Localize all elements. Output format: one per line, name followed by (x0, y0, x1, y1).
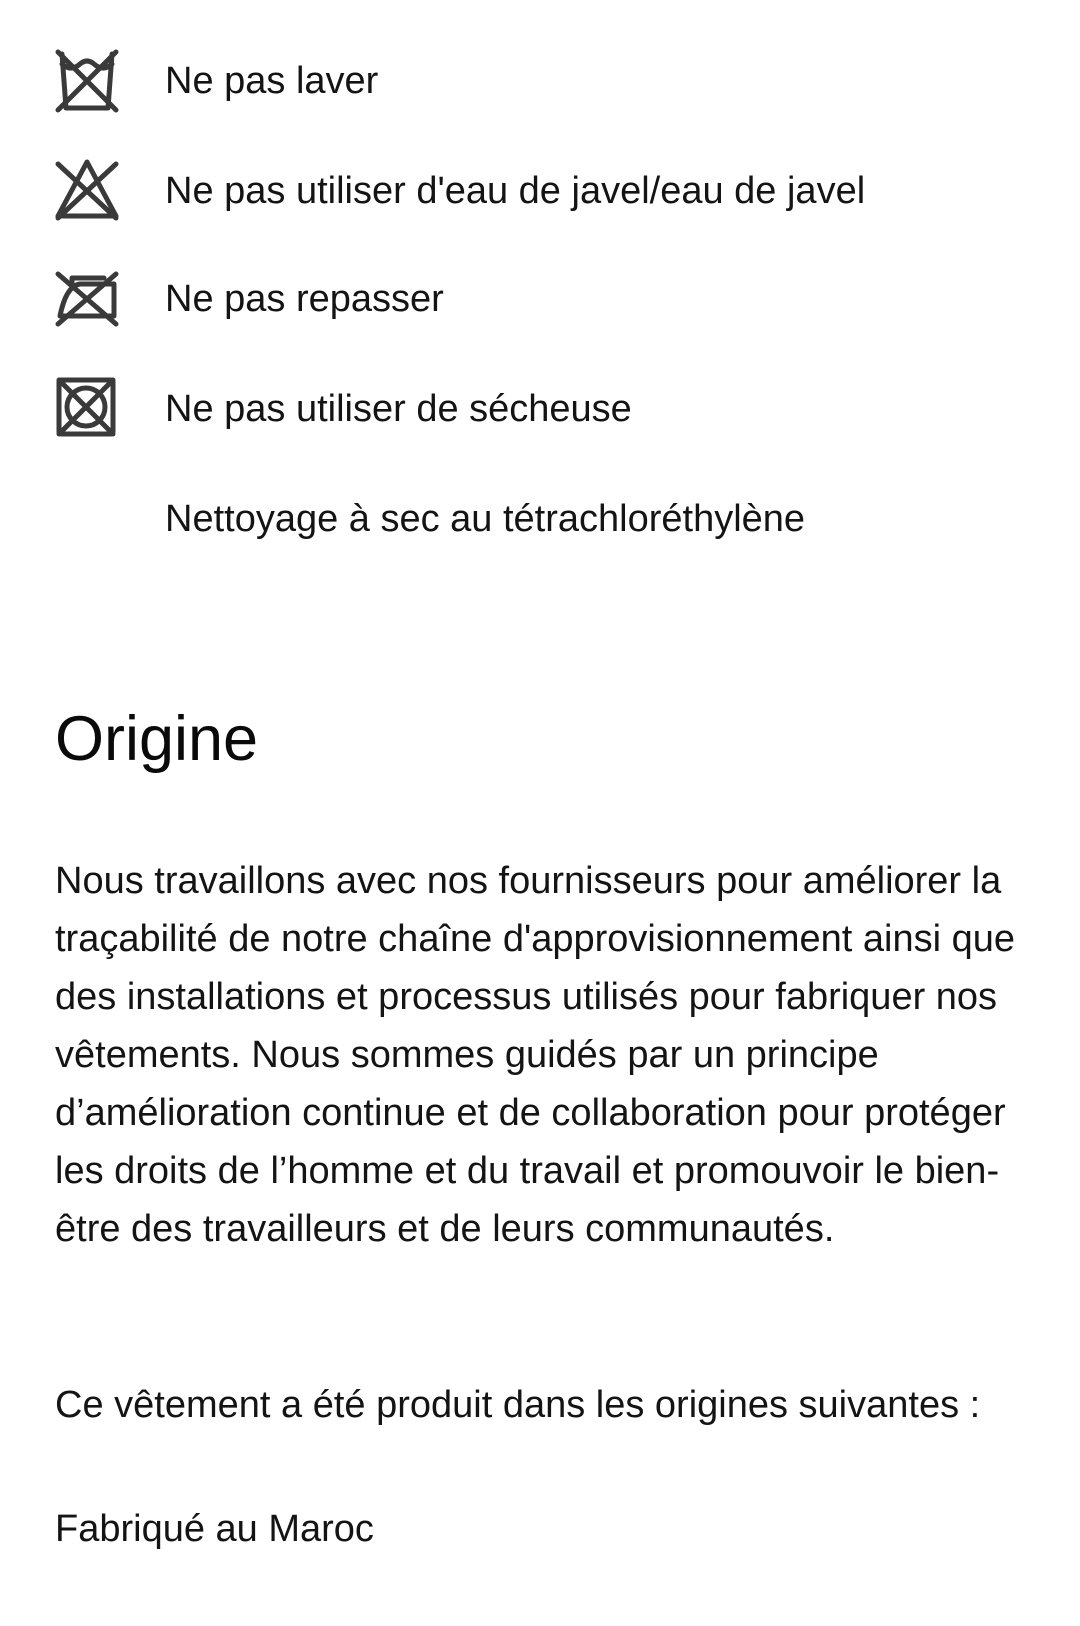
care-item-no-tumble-dry (0, 372, 1080, 452)
care-label: Nettoyage à sec au tétrachloréthylène (165, 498, 806, 540)
no-tumble-dry-icon (54, 374, 120, 444)
care-item-no-iron (0, 262, 1080, 342)
origin-heading: Origine (55, 704, 259, 774)
no-bleach-icon (54, 156, 120, 226)
origin-country-text: Fabriqué au Maroc (55, 1508, 374, 1550)
care-label: Ne pas laver (165, 60, 379, 102)
care-item-no-wash (0, 42, 1080, 122)
no-wash-icon (54, 46, 120, 116)
care-label: Ne pas utiliser d'eau de javel/eau de javel (165, 170, 866, 212)
care-label: Ne pas utiliser de sécheuse (165, 388, 632, 430)
origin-description: Nous travaillons avec nos fournisseurs pour améliorer la traçabilité de notre chaîne d'approvisionnement ainsi que des installations et processus utilisés pour fabriquer nos vêtements. Nous sommes guidés par un principe d’amélioration continue et de collaboration pour protéger les droits de l’homme et du travail et promouvoir le bien-être des travailleurs et de leurs communautés. (55, 860, 1015, 1250)
origin-intro-text: Ce vêtement a été produit dans les origines suivantes : (55, 1384, 981, 1426)
no-iron-icon (54, 264, 120, 334)
care-item-dry-clean (0, 482, 1080, 562)
care-label: Ne pas repasser (165, 278, 444, 320)
care-item-no-bleach (0, 152, 1080, 232)
